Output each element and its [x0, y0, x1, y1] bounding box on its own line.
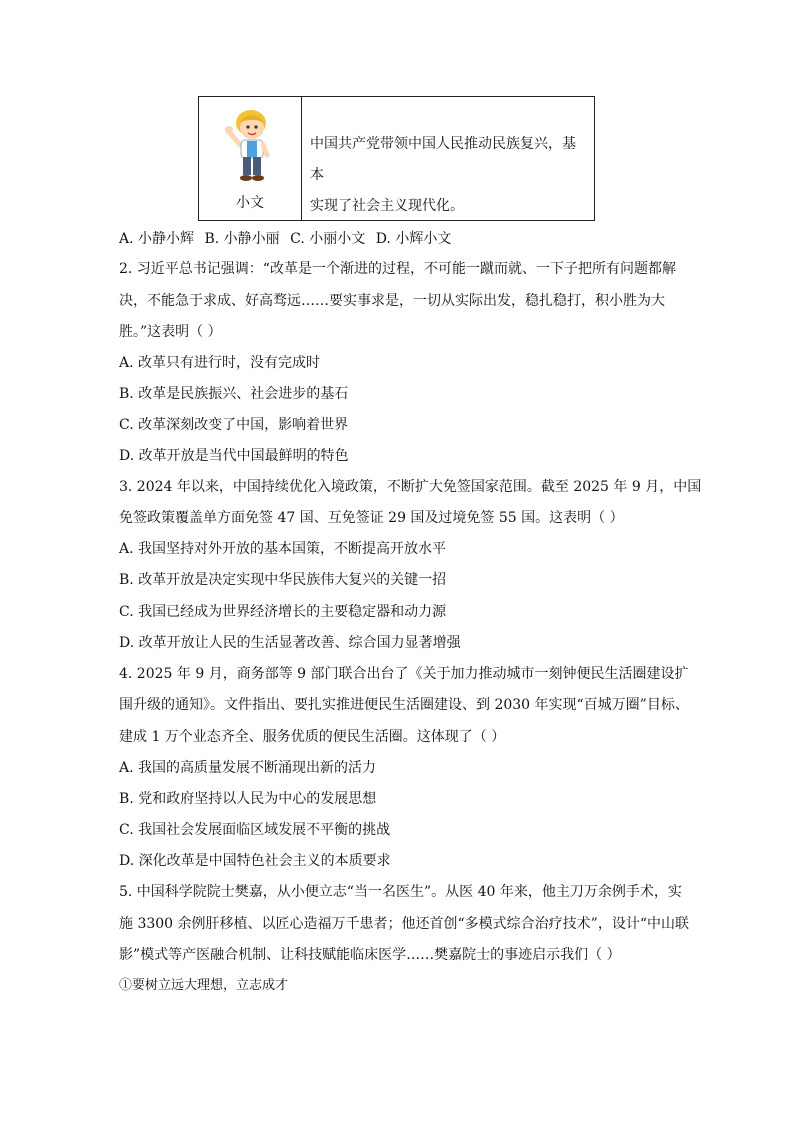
q5-item-1[interactable]: ①要树立远大理想，立志成才 — [119, 978, 289, 993]
q4-option-b[interactable]: B. 党和政府坚持以人民为中心的发展思想 — [119, 791, 377, 807]
q3-option-d[interactable]: D. 改革开放让人民的生活显著改善、综合国力显著增强 — [119, 635, 461, 651]
q3-option-b[interactable]: B. 改革开放是决定实现中华民族伟大复兴的关键一招 — [119, 572, 447, 588]
character-cell — [199, 97, 302, 220]
q2-option-d[interactable]: D. 改革开放是当代中国最鲜明的特色 — [119, 448, 349, 464]
statement-line: 实现了社会主义现代化。 — [310, 198, 464, 214]
character-statement — [302, 97, 594, 220]
character-name: 小文 — [236, 195, 264, 211]
q2-option-b[interactable]: B. 改革是民族振兴、社会进步的基石 — [119, 386, 349, 402]
q2-option-c[interactable]: C. 改革深刻改变了中国，影响着世界 — [119, 417, 349, 433]
character-table — [198, 96, 595, 221]
q3-option-c[interactable]: C. 我国已经成为世界经济增长的主要稳定器和动力源 — [119, 604, 447, 620]
q5-stem-line: 影”模式等产医融合机制、让科技赋能临床医学……樊嘉院士的事迹启示我们（ ） — [119, 947, 621, 963]
q2-stem-line: 决，不能急于求成、好高骛远……要实事求是，一切从实际出发，稳扎稳打，积小胜为大 — [119, 293, 665, 309]
q1-option-d[interactable]: D. 小辉小文 — [375, 231, 452, 247]
q3-option-a[interactable]: A. 我国坚持对外开放的基本国策，不断提高开放水平 — [119, 541, 447, 557]
q2-stem-line: 2. 习近平总书记强调：“改革是一个渐进的过程，不可能一蹴而就、一下子把所有问题都解 — [119, 261, 676, 277]
statement-line: 中国共产党带领中国人民推动民族复兴，基本 — [310, 136, 576, 183]
q4-stem-line: 围升级的通知》。文件指出、要扎实推进便民生活圈建设、到 2030 年实现“百城万圈”目标、 — [119, 697, 689, 713]
q1-option-c[interactable]: C. 小丽小文 — [290, 231, 366, 247]
boy-waving-icon — [221, 105, 279, 187]
q3-stem-line: 免签政策覆盖单方面免签 47 国、互免签证 29 国及过境免签 55 国。这表明（ ） — [119, 510, 624, 526]
q2-option-a[interactable]: A. 改革只有进行时，没有完成时 — [119, 355, 321, 371]
q5-stem-line: 5. 中国科学院院士樊嘉，从小便立志“当一名医生”。从医 40 年来，他主刀万余例手术，实 — [119, 884, 682, 900]
q2-stem-line: 胜。”这表明（ ） — [119, 324, 222, 340]
q4-stem-line: 建成 1 万个业态齐全、服务优质的便民生活圈。这体现了（ ） — [119, 729, 506, 745]
q4-option-a[interactable]: A. 我国的高质量发展不断涌现出新的活力 — [119, 760, 377, 776]
q1-option-a[interactable]: A. 小静小辉 — [119, 231, 195, 247]
q1-options — [119, 229, 457, 249]
q1-option-b[interactable]: B. 小静小丽 — [204, 231, 280, 247]
q4-stem-line: 4. 2025 年 9 月，商务部等 9 部门联合出台了《关于加力推动城市一刻钟便民生活圈建设扩 — [119, 666, 689, 682]
q3-stem-line: 3. 2024 年以来，中国持续优化入境政策，不断扩大免签国家范围。截至 2025 年 9 月，中国 — [119, 479, 702, 495]
q5-stem-line: 施 3300 余例肝移植、以匠心造福万千患者；他还首创“多模式综合治疗技术”，设计“中山联 — [119, 916, 689, 932]
q4-option-d[interactable]: D. 深化改革是中国特色社会主义的本质要求 — [119, 853, 391, 869]
q4-option-c[interactable]: C. 我国社会发展面临区域发展不平衡的挑战 — [119, 822, 391, 838]
